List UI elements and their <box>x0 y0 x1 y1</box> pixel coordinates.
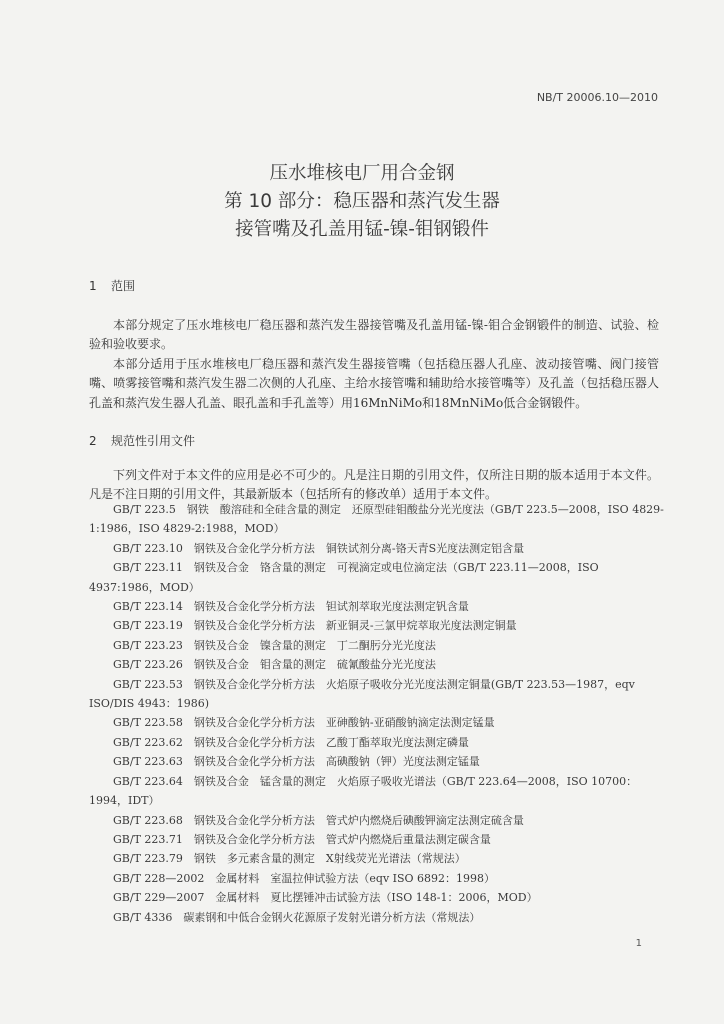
title-line-3: 接管嘴及孔盖用锰-镍-钼钢锻件 <box>235 219 489 240</box>
section-2-number: 2 <box>89 434 97 448</box>
reference-item: GB/T 223.53 钢铁及合金化学分析方法 火焰原子吸收分光光度法测定铜量(GB/T 223.53—1987，eqv ISO/DIS 4943：1986) <box>89 677 635 711</box>
reference-item: GB/T 223.11 钢铁及合金 铬含量的测定 可视滴定或电位滴定法（GB/T 223.11—2008，ISO 4937:1986，MOD） <box>89 561 599 594</box>
section-1-heading <box>89 277 135 294</box>
title-line-2: 第 10 部分：稳压器和蒸汽发生器 <box>224 191 500 212</box>
section-2-title: 规范性引用文件 <box>111 434 196 448</box>
section-1-paragraph-2: 本部分适用于压水堆核电厂稳压器和蒸汽发生器接管嘴（包括稳压器人孔座、波动接管嘴、阀门接管嘴、喷雾接管嘴和蒸汽发生器二次侧的人孔座、主给水接管嘴和辅助给水接管嘴等）及孔盖（包括稳压器人孔盖和蒸汽发生器人孔盖、眼孔盖和手孔盖等）用16MnNiMo和18MnNiMo低合金钢锻件。 <box>89 357 659 410</box>
section-2-heading <box>89 432 195 449</box>
reference-item: GB/T 223.63 钢铁及合金化学分析方法 高碘酸钠（钾）光度法测定锰量 <box>113 755 480 769</box>
reference-item: GB/T 223.19 钢铁及合金化学分析方法 新亚铜灵-三氯甲烷萃取光度法测定铜量 <box>113 619 517 633</box>
section-1-paragraph-1: 本部分规定了压水堆核电厂稳压器和蒸汽发生器接管嘴及孔盖用锰-镍-钼合金钢锻件的制造、试验、检验和验收要求。 <box>89 318 659 352</box>
reference-item: GB/T 229—2007 金属材料 夏比摆锤冲击试验方法（ISO 148-1：2006，MOD） <box>113 891 538 905</box>
section-1-number: 1 <box>89 279 97 293</box>
reference-item: GB/T 223.64 钢铁及合金 锰含量的测定 火焰原子吸收光谱法（GB/T 223.64—2008，ISO 10700：1994，IDT） <box>89 774 638 808</box>
reference-item: GB/T 223.58 钢铁及合金化学分析方法 亚砷酸钠-亚硝酸钠滴定法测定锰量 <box>113 716 495 730</box>
standard-code: NB/T 20006.10—2010 <box>536 91 658 104</box>
page-number: 1 <box>635 938 642 949</box>
section-1-title: 范围 <box>111 279 136 293</box>
reference-list <box>89 500 664 927</box>
reference-item: GB/T 4336 碳素钢和中低合金钢火花源原子发射光谱分析方法（常规法） <box>113 910 481 924</box>
reference-item: GB/T 223.14 钢铁及合金化学分析方法 钽试剂萃取光度法测定钒含量 <box>113 600 469 614</box>
reference-item: GB/T 223.5 钢铁 酸溶硅和全硅含量的测定 还原型硅钼酸盐分光光度法（GB/T 223.5—2008，ISO 4829-1:1986，ISO 4829-2:1988，MOD） <box>89 503 664 536</box>
reference-item: GB/T 223.71 钢铁及合金化学分析方法 管式炉内燃烧后重量法测定碳含量 <box>113 832 491 846</box>
reference-item: GB/T 223.62 钢铁及合金化学分析方法 乙酸丁酯萃取光度法测定磷量 <box>113 735 469 749</box>
reference-item: GB/T 223.26 钢铁及合金 钼含量的测定 硫氰酸盐分光光度法 <box>113 658 436 672</box>
reference-item: GB/T 223.68 钢铁及合金化学分析方法 管式炉内燃烧后碘酸钾滴定法测定硫含量 <box>113 813 524 827</box>
reference-item: GB/T 228—2002 金属材料 室温拉伸试验方法（eqv ISO 6892：1998） <box>113 871 496 885</box>
section-2-intro: 下列文件对于本文件的应用是必不可少的。凡是注日期的引用文件，仅所注日期的版本适用于本文件。凡是不注日期的引用文件，其最新版本（包括所有的修改单）适用于本文件。 <box>89 468 659 502</box>
reference-item: GB/T 223.10 钢铁及合金化学分析方法 铜铁试剂分离-铬天青S光度法测定铝含量 <box>113 541 525 555</box>
reference-item: GB/T 223.79 钢铁 多元素含量的测定 X射线荧光光谱法（常规法） <box>113 852 466 866</box>
reference-item: GB/T 223.23 钢铁及合金 镍含量的测定 丁二酮肟分光光度法 <box>113 638 436 652</box>
title-line-1: 压水堆核电厂用合金钢 <box>269 163 455 184</box>
